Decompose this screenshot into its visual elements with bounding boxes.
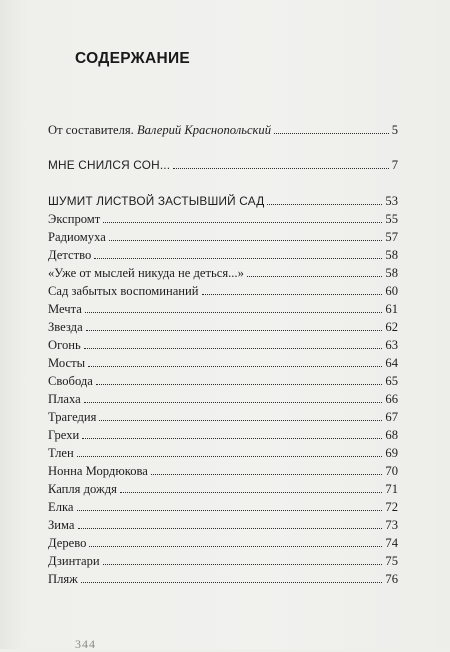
toc-entry-page: 74	[385, 536, 398, 550]
toc-entry	[48, 481, 398, 497]
toc-entry	[48, 193, 398, 209]
toc-entry-title-text: ШУМИТ ЛИСТВОЙ ЗАСТЫВШИЙ САД	[48, 194, 265, 208]
dot-leader	[151, 474, 383, 475]
dot-leader	[103, 564, 383, 565]
toc-entry-title	[48, 283, 199, 299]
toc-entry-title-text: Грехи	[48, 428, 80, 442]
toc-entry-title-text: Капля дождя	[48, 482, 117, 496]
toc-entry-title	[48, 211, 100, 227]
toc-entry-title	[48, 571, 78, 587]
toc-entry-title	[48, 193, 264, 209]
toc-entry-title-text: Дерево	[48, 536, 87, 550]
toc-entry-title	[48, 427, 79, 443]
dot-leader	[267, 204, 382, 205]
dot-leader	[173, 168, 388, 169]
toc-entry-title-text: МНЕ СНИЛСЯ СОН...	[48, 158, 171, 172]
toc-entry-page: 55	[385, 212, 398, 226]
dot-leader	[85, 312, 383, 313]
toc-entry	[48, 391, 398, 407]
toc-entry-title-text: Детство	[48, 248, 92, 262]
toc-entry-page: 75	[385, 554, 398, 568]
dot-leader	[120, 492, 382, 493]
toc-entry-title-text: Трагедия	[48, 410, 97, 424]
toc-entry-page: 76	[385, 572, 398, 586]
toc-entry-page: 71	[385, 482, 398, 496]
toc-entry-title	[48, 481, 117, 497]
toc-entry-page: 5	[391, 123, 398, 137]
page-number: 344	[75, 637, 96, 651]
toc-entry-page: 65	[385, 374, 398, 388]
dot-leader	[81, 582, 383, 583]
toc-entry-title-text: От составителя.	[48, 123, 137, 137]
toc-entry-page: 57	[385, 230, 398, 244]
toc-entry-page: 70	[385, 464, 398, 478]
toc-entry-page: 69	[385, 446, 398, 460]
toc-entry	[48, 265, 398, 281]
toc-entry-title-text: Радиомуха	[48, 230, 106, 244]
toc-entry-title	[48, 463, 148, 479]
toc-entry	[48, 301, 398, 317]
toc-entry-title-text: Нонна Мордюкова	[48, 464, 148, 478]
toc-entry	[48, 535, 398, 551]
toc-entry-title	[48, 319, 83, 335]
page-title: СОДЕРЖАНИЕ	[75, 50, 191, 67]
toc-entry-title-text: «Уже от мыслей никуда не деться...»	[48, 266, 244, 280]
dot-leader	[96, 384, 383, 385]
toc-entry-title	[48, 517, 75, 533]
toc-entry-title-text: Огонь	[48, 338, 81, 352]
toc-entry-title	[48, 535, 86, 551]
toc-entry-title-text: Плаха	[48, 392, 81, 406]
dot-leader	[88, 366, 382, 367]
dot-leader	[94, 258, 382, 259]
toc-entry-page: 53	[385, 194, 398, 208]
toc-entry	[48, 229, 398, 245]
toc-entry-page: 62	[385, 320, 398, 334]
toc-entry	[48, 122, 398, 138]
dot-leader	[86, 330, 383, 331]
toc-entry-title	[48, 355, 85, 371]
dot-leader	[84, 402, 383, 403]
toc-entry-page: 64	[385, 356, 398, 370]
toc-entry-title	[48, 391, 81, 407]
toc-entry-page: 58	[385, 266, 398, 280]
dot-leader	[77, 456, 383, 457]
dot-leader	[247, 276, 383, 277]
toc-entry	[48, 427, 398, 443]
dot-leader	[89, 546, 382, 547]
dot-leader	[78, 528, 383, 529]
toc-entry	[48, 247, 398, 263]
toc-entry-page: 61	[385, 302, 398, 316]
toc-entry-page: 60	[385, 284, 398, 298]
toc-entry-title	[48, 445, 74, 461]
toc-entry	[48, 553, 398, 569]
toc-entry-title-text: Дзинтари	[48, 554, 100, 568]
toc-entry-title	[48, 499, 74, 515]
toc-entry-title-text: Елка	[48, 500, 74, 514]
toc-entry	[48, 571, 398, 587]
dot-leader	[103, 222, 382, 223]
toc-entry-title	[48, 265, 244, 281]
toc-entry-title	[48, 122, 271, 138]
toc-entry	[48, 157, 398, 173]
toc-entry-title	[48, 247, 91, 263]
toc-entry-title-text: Зима	[48, 518, 75, 532]
toc-entry-page: 7	[391, 158, 398, 172]
toc-entry-page: 58	[385, 248, 398, 262]
toc-entry	[48, 319, 398, 335]
toc-entry	[48, 283, 398, 299]
toc-entry	[48, 445, 398, 461]
toc-entry-page: 72	[385, 500, 398, 514]
toc-entry-title	[48, 157, 170, 173]
toc-entry-author: Валерий Краснопольский	[136, 123, 272, 137]
dot-leader	[109, 240, 383, 241]
toc-entry-title-text: Тлен	[48, 446, 74, 460]
dot-leader	[77, 510, 383, 511]
toc-entry-title-text: Мосты	[48, 356, 86, 370]
toc-entry-title	[48, 553, 100, 569]
dot-leader	[82, 438, 382, 439]
toc-entry-title	[48, 409, 96, 425]
dot-leader	[274, 133, 389, 134]
toc-entry	[48, 373, 398, 389]
toc-entry-title-text: Звезда	[48, 320, 83, 334]
dot-leader	[99, 420, 382, 421]
toc-entry	[48, 463, 398, 479]
toc-entry	[48, 499, 398, 515]
toc-entry-page: 63	[385, 338, 398, 352]
toc-entry-title-text: Мечта	[48, 302, 82, 316]
toc-entry-title-text: Сад забытых воспоминаний	[48, 284, 199, 298]
toc-entry	[48, 409, 398, 425]
toc-entry-title-text: Пляж	[48, 572, 78, 586]
toc-entry	[48, 517, 398, 533]
toc-entry-title-text: Свобода	[48, 374, 93, 388]
dot-leader	[202, 294, 383, 295]
toc-entry-page: 67	[385, 410, 398, 424]
toc-entry	[48, 211, 398, 227]
toc-entry-title-text: Экспромт	[48, 212, 101, 226]
toc-entry	[48, 355, 398, 371]
toc-entry-page: 68	[385, 428, 398, 442]
toc-entry-page: 66	[385, 392, 398, 406]
toc-entry-page: 73	[385, 518, 398, 532]
dot-leader	[84, 348, 383, 349]
toc-entry-title	[48, 373, 93, 389]
toc-entry	[48, 337, 398, 353]
toc-entry-title	[48, 301, 82, 317]
toc-entry-title	[48, 229, 106, 245]
toc-entry-title	[48, 337, 81, 353]
